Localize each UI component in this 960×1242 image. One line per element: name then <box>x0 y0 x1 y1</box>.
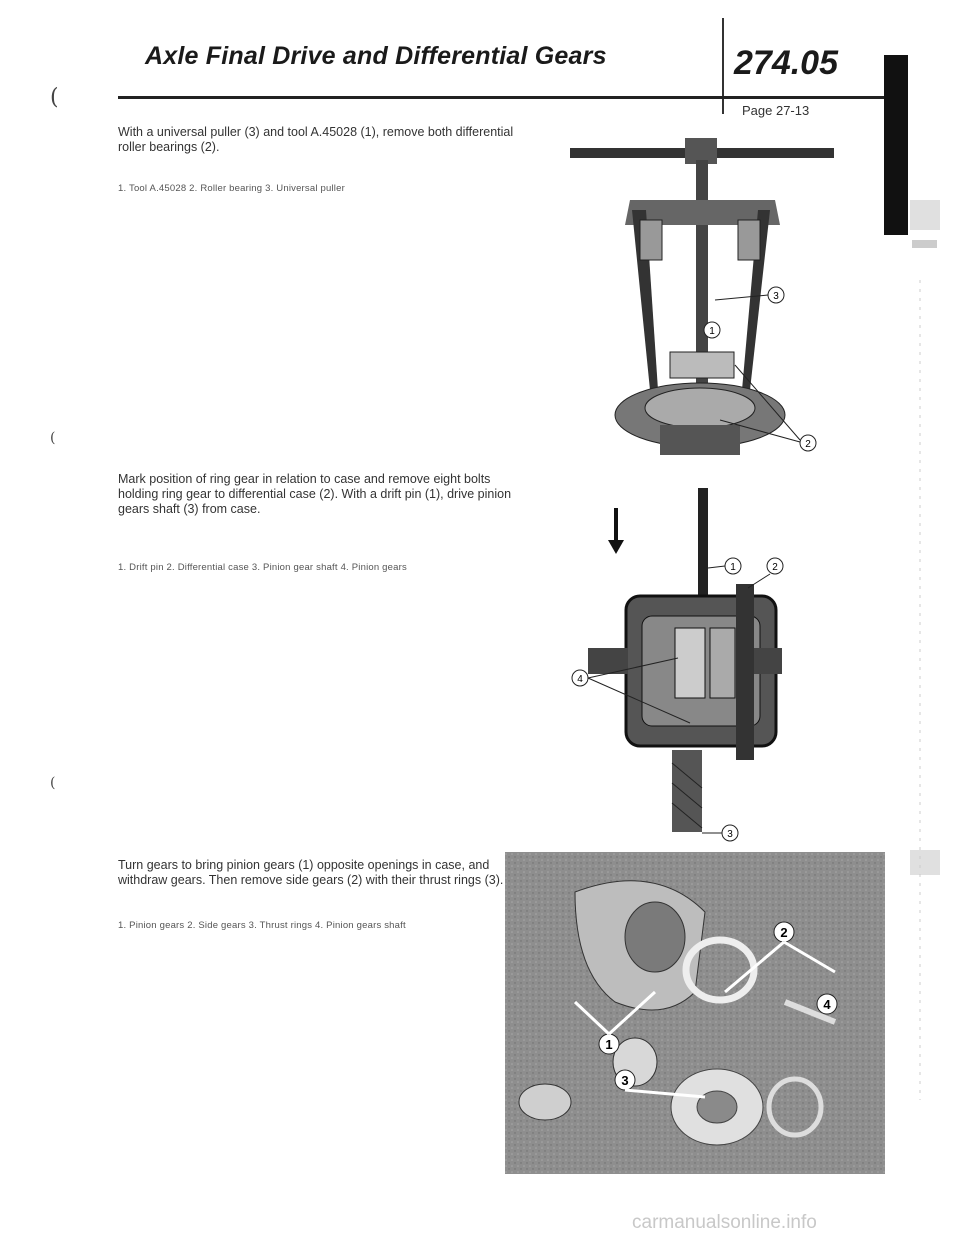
watermark: carmanualsonline.info <box>632 1212 817 1233</box>
page-title: Axle Final Drive and Differential Gears <box>145 42 607 70</box>
callout-label: 2 <box>772 562 778 573</box>
binding-hole-mark: ( <box>50 430 56 446</box>
callout-label: 2 <box>805 439 811 450</box>
instruction-paragraph: Turn gears to bring pinion gears (1) opposite openings in case, and withdraw gears. Then remove side gears (2) with their thrust rings (3). <box>118 858 504 887</box>
parts-photo-image <box>505 852 885 1174</box>
callout-label: 1 <box>605 1037 613 1052</box>
callout-label: 4 <box>577 674 583 685</box>
callout-label: 4 <box>823 997 831 1012</box>
callout-label: 2 <box>780 925 788 940</box>
drift-pin-illustration <box>560 488 840 848</box>
puller-illustration <box>560 130 860 470</box>
binding-hole-mark: ( <box>50 775 56 791</box>
callout-label: 3 <box>727 829 733 840</box>
binding-hole-mark: ( <box>50 85 59 110</box>
callout-label: 1 <box>709 326 715 337</box>
figure-caption: 1. Pinion gears 2. Side gears 3. Thrust rings 4. Pinion gears shaft <box>118 920 406 931</box>
section-code: 274.05 <box>734 44 838 82</box>
instruction-paragraph: Mark position of ring gear in relation to case and remove eight bolts holding ring gear to differential case (2). With a drift pin (1), drive pinion gears shaft (3) from case. <box>118 472 512 516</box>
callout-label: 3 <box>773 291 779 302</box>
scan-edge-artifacts <box>900 200 960 1100</box>
callout-label: 1 <box>730 562 736 573</box>
callout-label: 3 <box>621 1073 629 1088</box>
page-number: Page 27-13 <box>742 103 810 118</box>
header-rule <box>118 96 888 99</box>
instruction-paragraph: With a universal puller (3) and tool A.45028 (1), remove both differential roller bearings (2). <box>118 125 514 154</box>
figure-caption: 1. Tool A.45028 2. Roller bearing 3. Universal puller <box>118 183 345 194</box>
parts-photo <box>505 852 885 1174</box>
figure-caption: 1. Drift pin 2. Differential case 3. Pinion gear shaft 4. Pinion gears <box>118 562 407 573</box>
